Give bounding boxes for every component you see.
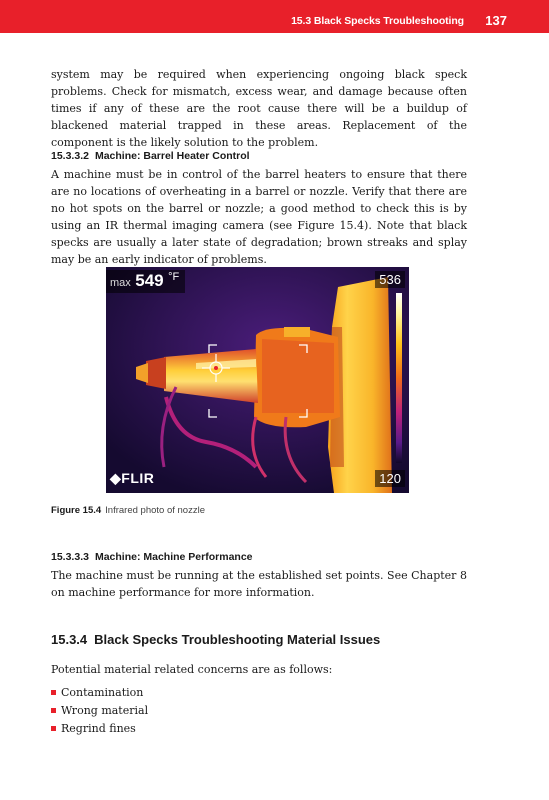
- bullet-square-icon: [51, 708, 56, 713]
- heading-material-issues: [51, 632, 380, 647]
- performance-paragraph: The machine must be running at the established set points. See Chapter 8 on machine performance for more information.: [51, 569, 467, 599]
- infrared-photo: [106, 267, 409, 493]
- list-item: [51, 720, 148, 738]
- flir-mark-icon: ◆: [110, 470, 122, 486]
- flir-logo: [110, 470, 154, 487]
- thermal-image: [106, 267, 409, 493]
- max-temperature-readout: [106, 270, 185, 293]
- scale-top-value: 536: [375, 271, 405, 288]
- list-item: [51, 684, 148, 702]
- max-value: 549: [135, 271, 164, 290]
- barrel-paragraph: A machine must be in control of the barrel heaters to ensure that there are no locations of overheating in a barrel or nozzle. Verify that there are no hot spots on the barrel or nozzle; a good method to check this is by using an IR thermal imaging camera (see Figure 15.4). Note that black specks are usually a later state of degradation; brown streaks and splay may be an early indicator of problems.: [51, 168, 467, 266]
- temperature-unit: °F: [168, 271, 180, 283]
- material-intro-paragraph: Potential material related concerns are as follows:: [51, 663, 333, 676]
- heading-number: 15.3.3.2: [51, 150, 89, 162]
- figure-caption: [51, 505, 205, 516]
- figure-label: Figure 15.4: [51, 505, 102, 516]
- heading-machine-performance: [51, 551, 253, 563]
- header-section-title: 15.3 Black Specks Troubleshooting: [291, 15, 464, 27]
- list-item-text: Contamination: [61, 686, 144, 699]
- max-label: max: [110, 277, 131, 289]
- bullet-square-icon: [51, 726, 56, 731]
- bullet-square-icon: [51, 690, 56, 695]
- figure-caption-text: Infrared photo of nozzle: [105, 505, 205, 516]
- heading-title: Machine: Machine Performance: [94, 551, 253, 563]
- running-header: [0, 0, 549, 33]
- intro-paragraph: system may be required when experiencing ongoing black speck problems. Check for mismatch, excess wear, and damage because often times if any of these are the root cause there will be a buildup of blackened material trapped in these areas. Replacement of the component is the likely solution to the problem.: [51, 68, 467, 149]
- temperature-scale-bar: [396, 293, 402, 463]
- heading-title: Machine: Barrel Heater Control: [94, 150, 250, 162]
- page-number: 137: [485, 13, 507, 28]
- heading-number: 15.3.4: [51, 632, 88, 647]
- scale-bottom-value: 120: [375, 470, 405, 487]
- list-item-text: Regrind fines: [61, 722, 136, 735]
- heading-barrel-heater: [51, 150, 250, 162]
- flir-wordmark: FLIR: [121, 470, 155, 486]
- heading-number: 15.3.3.3: [51, 551, 89, 563]
- heading-title: Black Specks Troubleshooting Material Issues: [94, 632, 381, 647]
- list-item: [51, 702, 148, 720]
- list-item-text: Wrong material: [61, 704, 149, 717]
- material-concerns-list: [51, 684, 148, 738]
